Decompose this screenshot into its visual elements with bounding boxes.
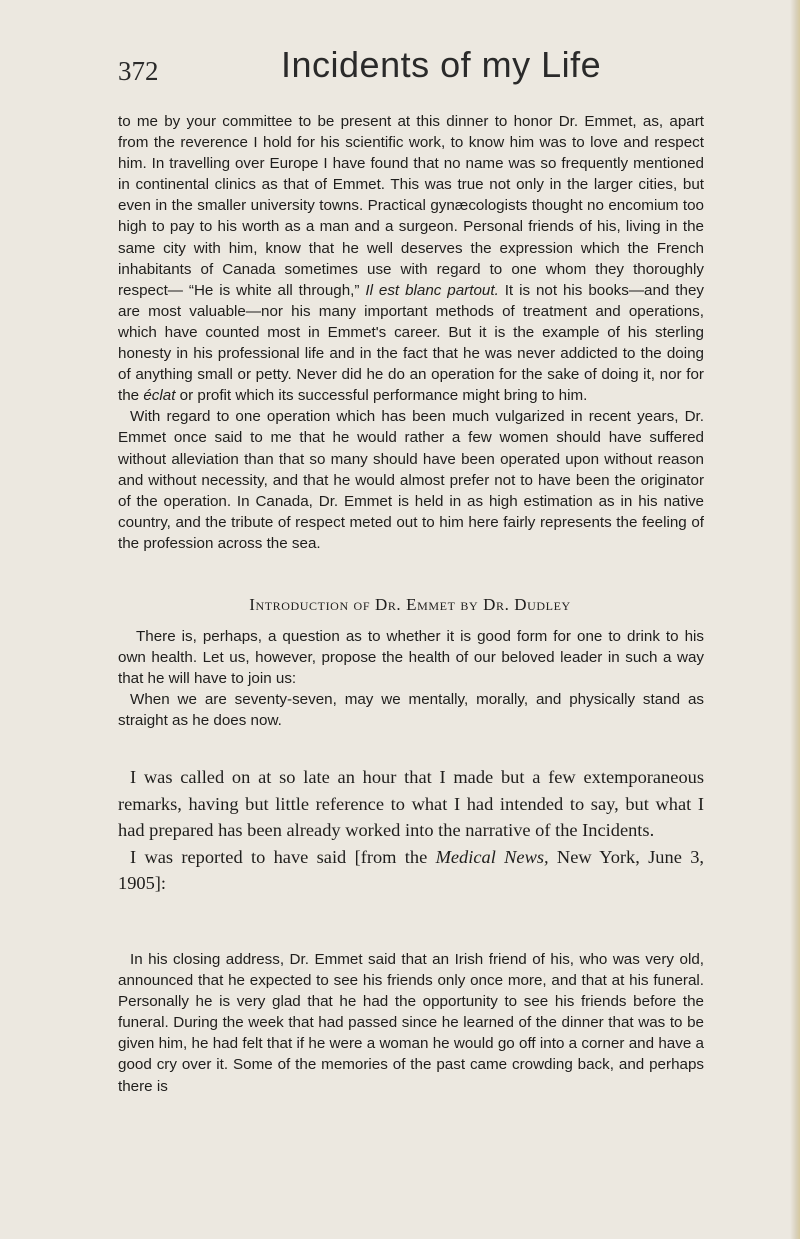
italic-word: éclat bbox=[143, 387, 176, 405]
page-header bbox=[118, 44, 698, 94]
body-section-2 bbox=[118, 626, 704, 731]
paragraph: There is, perhaps, a question as to whether it is good form for one to drink to his own health. Let us, however, propose the health of our beloved leader in such a way that he will have to join us: bbox=[118, 628, 704, 688]
paragraph: I was reported to have said [from the Medical News, New York, June 3, 1905]: bbox=[118, 846, 704, 893]
body-section-3 bbox=[118, 764, 704, 897]
paragraph: In his closing address, Dr. Emmet said that an Irish friend of his, who was very old, announced that he expected to see his friends only once more, and that at his funeral. Personally he is very glad that he had the opportunity to see his friends before the funeral. During the week that had passed since he learned of the dinner that was to be given him, he had felt that if he were a woman he would go off into a corner and have a good cry over it. Some of the memories of the past came crowding back, and perhaps there is bbox=[118, 951, 704, 1095]
italic-phrase: Il est blanc partout. bbox=[365, 281, 499, 299]
body-section-1 bbox=[118, 111, 704, 554]
running-title: Incidents of my Life bbox=[281, 44, 602, 85]
paragraph: to me by your committee to be present at this dinner to honor Dr. Emmet, as, apart from the reverence I hold for his scientific work, to know him was to love and respect him. In travelling over Europe I have found that no name was so frequently mentioned in continental clinics as that of Emmet. This was true not only in the larger cities, but even in the smaller university towns. Practical gynæcologists thought no encomium too high to pay to his worth as a man and a surgeon. Personal friends of his, living in the same city with him, know that he well deserves the expression which the French inhabitants of Canada sometimes use with regard to one whom they thoroughly respect— “He is white all through,” Il est blanc partout. It is not his books—and they are most valuable—nor his many important methods of treatment and operations, which have counted most in Emmet's career. But it is the example of his sterling honesty in his professional life and in the fact that he was never addicted to the doing of anything small or petty. Never did he do an operation for the sake of doing it, nor for the éclat or profit which its successful performance might bring to him. bbox=[118, 113, 704, 405]
page-edge bbox=[790, 0, 800, 1239]
paragraph: I was called on at so late an hour that I made but a few extemporaneous remarks, having but little reference to what I had intended to say, but what I had prepared has been already worked into the narrative of the Incidents. bbox=[118, 767, 704, 840]
section-heading: Introduction of Dr. Emmet by Dr. Dudley bbox=[249, 595, 571, 614]
paragraph: With regard to one operation which has been much vulgarized in recent years, Dr. Emmet once said to me that he would rather a few women should have suffered without alleviation than that so many should have been operated upon without reason and without necessity, and that he would almost prefer not to have been the originator of the operation. In Canada, Dr. Emmet is held in as high estimation as in his native country, and the tribute of respect meted out to him here fairly represents the feeling of the profession across the sea. bbox=[118, 408, 704, 552]
body-section-4 bbox=[118, 949, 704, 1097]
paragraph: When we are seventy-seven, may we mentally, morally, and physically stand as straight as he does now. bbox=[118, 691, 704, 730]
italic-title: Medical News, bbox=[435, 846, 549, 867]
page-number: 372 bbox=[118, 56, 159, 86]
